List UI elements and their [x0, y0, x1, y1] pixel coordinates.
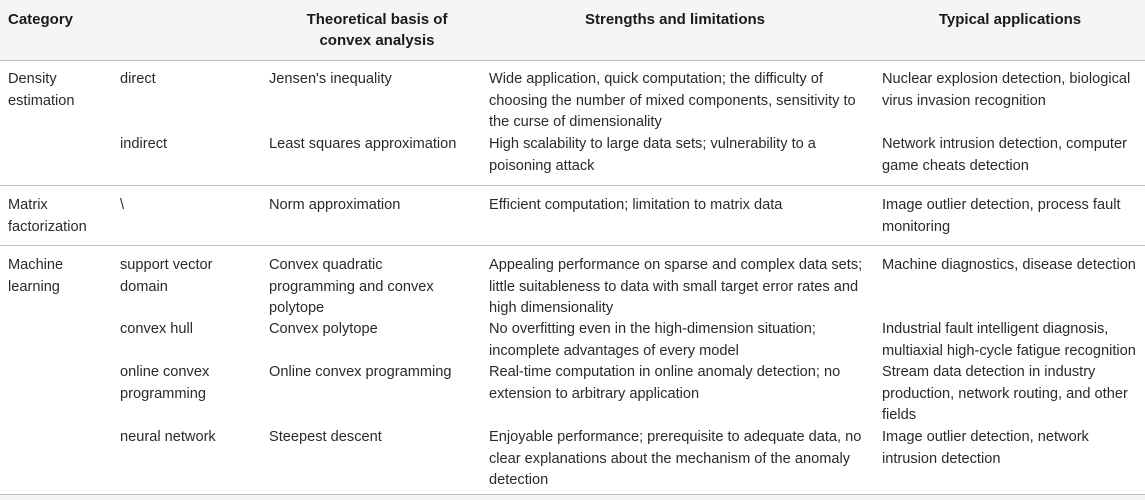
cell-theory: Norm approximation	[269, 197, 401, 213]
cell-strengths: Enjoyable performance; prerequisite to adequate data, no clear explanations about the mechanism of the anomaly detection	[489, 429, 862, 488]
cell-applications: Stream data detection in industry production, network routing, and other fields	[882, 364, 1128, 423]
cell-theory: Least squares approximation	[269, 136, 457, 152]
cell-subcategory: direct	[120, 71, 156, 87]
cell-applications: Network intrusion detection, computer game cheats detection	[882, 136, 1127, 174]
header-strengths: Strengths and limitations	[584, 11, 765, 28]
cell-category: Machine learning	[8, 257, 64, 295]
cell-theory: Convex quadratic programming and convex polytope	[269, 257, 434, 316]
cell-strengths: High scalability to large data sets; vulnerability to a poisoning attack	[489, 136, 816, 174]
cell-strengths: Efficient computation; limitation to matrix data	[489, 197, 783, 213]
cell-applications: Image outlier detection, network intrusion detection	[882, 429, 1089, 467]
cell-applications: Machine diagnostics, disease detection	[882, 257, 1136, 273]
row-divider	[0, 185, 1145, 186]
cell-applications: Industrial fault intelligent diagnosis, multiaxial high-cycle fatigue recognition	[882, 321, 1136, 359]
cell-subcategory: neural network	[120, 429, 216, 445]
cell-strengths: Wide application, quick computation; the difficulty of choosing the number of mixed components, sensitivity to the curse of dimensionality	[489, 71, 856, 130]
cell-strengths: Appealing performance on sparse and complex data sets; little suitableness to data with small target error rates and high dimensionality	[489, 257, 863, 316]
cell-theory: Convex polytope	[269, 321, 378, 337]
cell-subcategory: support vector domain	[120, 257, 213, 295]
table-header	[0, 0, 1145, 61]
cell-subcategory: \	[120, 197, 125, 213]
cell-subcategory: convex hull	[120, 321, 194, 337]
cell-theory: Jensen's inequality	[269, 71, 392, 87]
cell-subcategory: online convex programming	[120, 364, 210, 402]
cell-applications: Image outlier detection, process fault monitoring	[882, 197, 1121, 235]
row-divider	[0, 245, 1145, 246]
cell-theory: Steepest descent	[269, 429, 382, 445]
cell-theory: Online convex programming	[269, 364, 452, 380]
header-category: Category	[8, 11, 74, 28]
cell-applications: Nuclear explosion detection, biological virus invasion recognition	[882, 71, 1131, 109]
header-theory: Theoretical basis of convex analysis	[306, 11, 448, 49]
header-applications: Typical applications	[938, 11, 1082, 28]
cell-subcategory: indirect	[120, 136, 168, 152]
cell-strengths: No overfitting even in the high-dimension situation; incomplete advantages of every model	[489, 321, 816, 359]
cell-category: Density estimation	[8, 71, 75, 109]
cell-strengths: Real-time computation in online anomaly detection; no extension to arbitrary application	[489, 364, 841, 402]
cell-category: Matrix factorization	[8, 197, 87, 235]
table-bottom-border	[0, 494, 1145, 500]
